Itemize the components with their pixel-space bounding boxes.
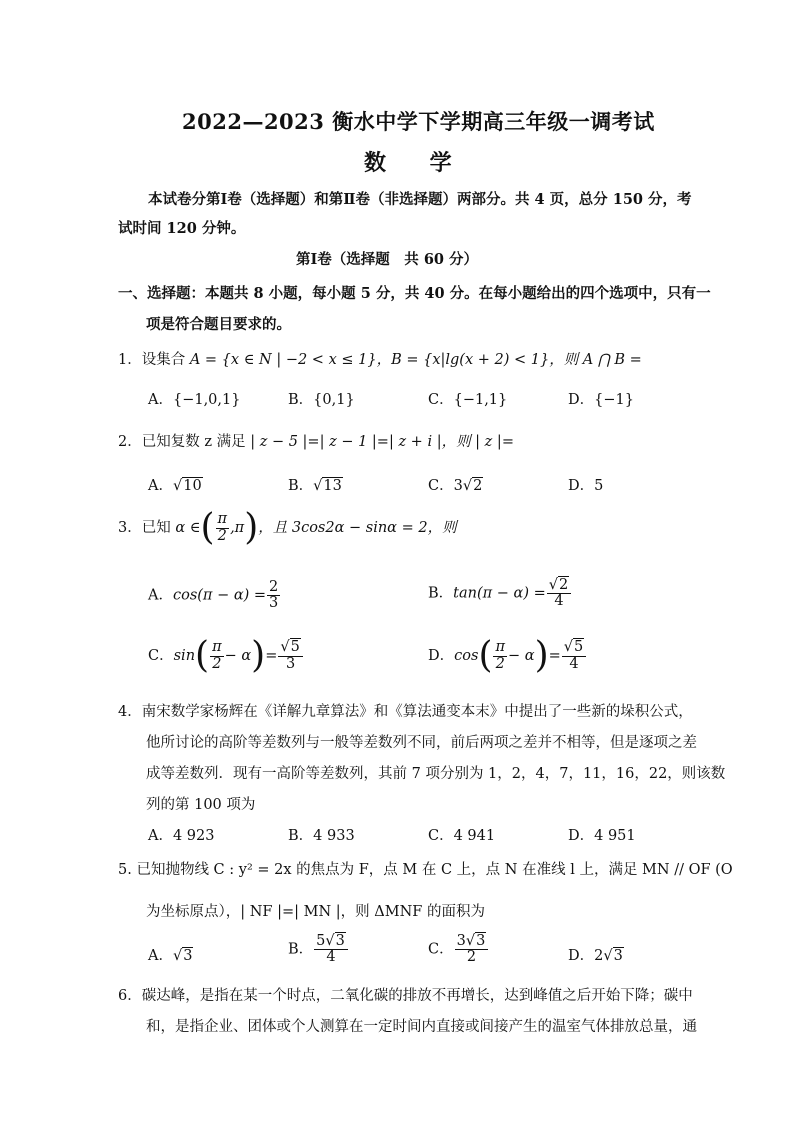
section-one-line-2: 项是符合题目要求的。 [146,316,291,333]
q3-option-b-label: B． [428,585,454,602]
question-1-stem [118,348,642,369]
q5-option-a-label: A． [148,948,173,964]
question-3-stem: 3．已知 α ∈( $\frac{\pi}{2}$ ,π)，且 3cos2α − sinα = 2，则 [118,507,457,548]
q3-option-c: C．sin( $\frac{\pi}{2}$ − α)= $\frac{√5}{3}$ [148,638,304,674]
q3-option-c-label: C． [148,648,174,664]
q3-option-b: B．tan(π − α) = $\frac{√2}{4}$ [428,578,572,609]
q5-option-b-label: B． [288,941,314,958]
question-4-line-2: 他所讨论的高阶等差数列与一般等差数列不同，前后两项之差并不相等，但是逐项之差 [146,735,697,751]
q2-option-b: B．√13 [288,478,342,494]
q2-option-c-value: 2 [473,478,483,494]
q2-option-b-label: B． [288,478,314,494]
question-4-line-3: 成等差数列．现有一高阶等差数列，其前 7 项分别为 1，2，4，7，11，16，22，则该数 [146,766,726,782]
part-one-title: 第Ⅰ卷（选择题 共 60 分） [296,251,479,268]
q3-option-d-label: D． [428,648,455,664]
intro-line-1: 本试卷分第Ⅰ卷（选择题）和第Ⅱ卷（非选择题）两部分。共 4 页，总分 150 分，考 [148,191,692,208]
q2-option-c-label: C． [428,478,454,494]
q4-option-a: A．4 923 [148,828,215,844]
q2-option-d: D．5 [568,478,604,494]
question-2-prefix: 2．已知复数 z 满足 [118,434,251,450]
q5-option-d-label: D． [568,948,595,964]
q1-option-b: B．{0,1} [288,392,355,408]
q2-option-a-label: A． [148,478,173,494]
question-4-line-4: 列的第 100 项为 [146,797,256,813]
q2-option-a-value: 10 [183,478,202,494]
q2-option-c: C．3√2 [428,478,483,494]
q1-option-a: A．{−1,0,1} [148,392,241,408]
intro-line-2: 试时间 120 分钟。 [118,220,246,237]
question-2-stem [118,430,514,451]
q3-option-d: D．cos( $\frac{\pi}{2}$ − α)= $\frac{√5}{4}$ [428,638,587,674]
question-6-line-2: 和，是指企业、团体或个人测算在一定时间内直接或间接产生的温室气体排放总量，通 [146,1019,697,1035]
q5-option-b: B． $\frac{5√3}{4}$ [288,934,349,965]
question-3-condition: ，且 3cos2α − sinα = 2，则 [258,520,457,536]
q4-option-c: C．4 941 [428,828,496,844]
q5-option-d: D．2√3 [568,948,623,964]
exam-title: 2022—2023 衡水中学下学期高三年级一调考试 [182,109,655,134]
question-3-prefix: 3．已知 [118,520,176,536]
q5-option-c-label: C． [428,941,454,958]
q4-option-d: D．4 951 [568,828,636,844]
q1-option-d: D．{−1} [568,392,634,408]
question-4-line-1: 4．南宋数学家杨辉在《详解九章算法》和《算法通变本末》中提出了一些新的垛积公式， [118,704,693,720]
subject-title: 数 学 [364,150,470,176]
question-2-math: | z − 5 |=| z − 1 |=| z + i |，则 | z |= [250,434,514,450]
q5-option-c: C． $\frac{3√3}{2}$ [428,934,489,965]
question-1-math: A = {x ∈ N | −2 < x ≤ 1}，B = {x|lg(x + 2) < 1}，则 A ⋂ B = [189,352,642,368]
question-5-line-1: 5. 已知抛物线 C : y² = 2x 的焦点为 F，点 M 在 C 上，点 N 在准线 l 上，满足 MN // OF (O [118,862,733,878]
q2-option-b-value: 13 [323,478,342,494]
q3-option-a-label: A． [148,587,173,604]
question-1-prefix: 1．设集合 [118,352,190,368]
q1-option-c: C．{−1,1} [428,392,508,408]
section-one-line-1: 一、选择题：本题共 8 小题，每小题 5 分，共 40 分。在每小题给出的四个选项中，只有一 [118,285,711,302]
question-6-line-1: 6．碳达峰，是指在某一个时点，二氧化碳的排放不再增长，达到峰值之后开始下降；碳中 [118,988,693,1004]
question-5-line-2: 为坐标原点），| NF |=| MN |，则 ΔMNF 的面积为 [146,904,485,920]
q2-option-c-coef: 3 [453,478,463,494]
q3-option-a: A．cos(π − α) = $\frac{2}{3}$ [148,579,279,612]
q2-option-a: A．√10 [148,478,202,494]
q5-option-a: A．√3 [148,948,193,964]
q4-option-b: B．4 933 [288,828,355,844]
